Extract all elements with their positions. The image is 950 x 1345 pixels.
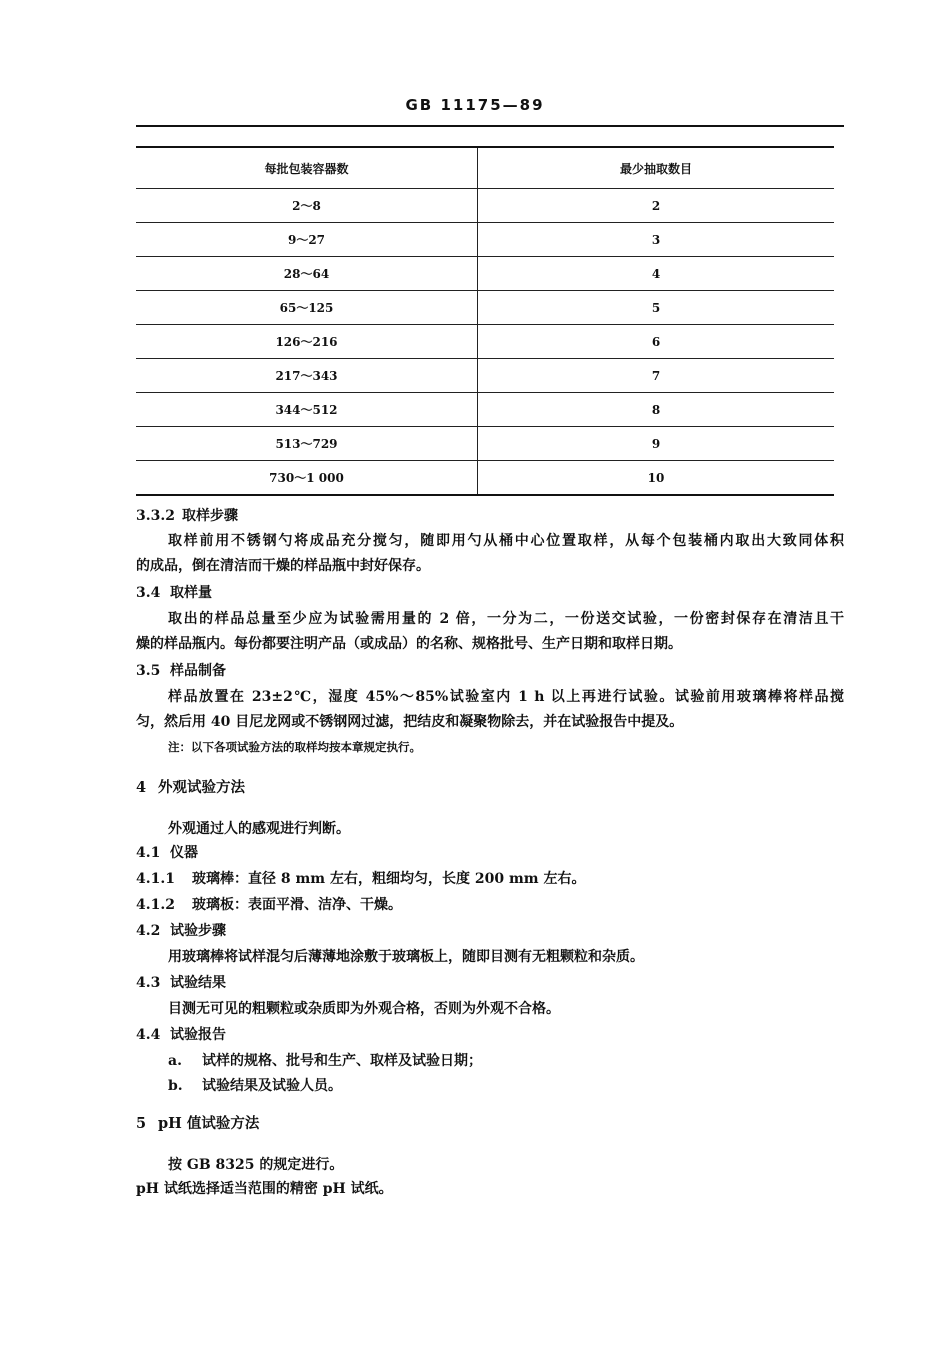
section-title: 试验结果 [170, 975, 226, 991]
table-cell-count: 6 [478, 325, 835, 359]
table-cell-range: 344～512 [136, 393, 478, 427]
paragraph-line: 目测无可见的粗颗粒或杂质即为外观合格，否则为外观不合格。 [168, 1001, 560, 1017]
table-cell-range: 730～1 000 [136, 461, 478, 496]
section-heading-3-4 [136, 582, 844, 602]
list-item [168, 1050, 844, 1070]
list-text: 试验结果及试验人员。 [202, 1078, 342, 1094]
section-heading-4-4 [136, 1024, 844, 1044]
paragraph-line: 外观通过人的感观进行判断。 [168, 821, 350, 837]
section-heading-3-3-2 [136, 505, 844, 525]
table-cell-range: 217～343 [136, 359, 478, 393]
section-number: 4.2 [136, 923, 161, 939]
table-cell-count: 5 [478, 291, 835, 325]
table-cell-range: 9～27 [136, 223, 478, 257]
list-label: b. [168, 1078, 183, 1094]
paragraph-line: 的成品，倒在清洁而干燥的样品瓶中封好保存。 [136, 558, 430, 574]
table-row [136, 461, 834, 496]
section-number: 3.5 [136, 663, 161, 679]
column-header-containers: 每批包装容器数 [136, 147, 478, 189]
section-title: 取样量 [170, 585, 212, 601]
section-number: 4.4 [136, 1027, 161, 1043]
section-text: 玻璃板：表面平滑、洁净、干燥。 [192, 897, 402, 913]
table-header-row [136, 147, 834, 189]
section-heading-4-2 [136, 920, 844, 940]
section-heading-4 [136, 776, 844, 797]
table-cell-range: 2～8 [136, 189, 478, 223]
table-row [136, 257, 834, 291]
table-row [136, 393, 834, 427]
table-row [136, 359, 834, 393]
list-text: 试样的规格、批号和生产、取样及试验日期； [202, 1053, 482, 1069]
section-number: 4.3 [136, 975, 161, 991]
table-cell-count: 9 [478, 427, 835, 461]
standard-number-header: GB 11175—89 [405, 96, 545, 114]
section-title: 仪器 [170, 845, 198, 861]
table-row [136, 223, 834, 257]
section-heading-3-5 [136, 660, 844, 680]
header-rule [136, 125, 844, 127]
list-label: a. [168, 1053, 182, 1069]
list-item [168, 1075, 844, 1095]
paragraph-line: 取出的样品总量至少应为试验需用量的 2 倍，一分为二，一份送交试验，一份密封保存在清洁且干 [168, 611, 844, 627]
section-number: 4.1 [136, 845, 161, 861]
table-cell-count: 10 [478, 461, 835, 496]
table-row [136, 325, 834, 359]
paragraph-line: 按 GB 8325 的规定进行。 [168, 1157, 344, 1173]
table-cell-range: 28～64 [136, 257, 478, 291]
section-heading-4-3 [136, 972, 844, 992]
paragraph-line: pH 试纸选择适当范围的精密 pH 试纸。 [136, 1181, 393, 1197]
section-title: 取样步骤 [182, 508, 238, 524]
sampling-table [136, 146, 834, 496]
table-cell-count: 8 [478, 393, 835, 427]
table-cell-count: 2 [478, 189, 835, 223]
section-number: 4.1.1 [136, 871, 175, 887]
table-cell-count: 4 [478, 257, 835, 291]
table-row [136, 189, 834, 223]
column-header-min-samples: 最少抽取数目 [478, 147, 835, 189]
paragraph-line: 燥的样品瓶内。每份都要注明产品（或成品）的名称、规格批号、生产日期和取样日期。 [136, 636, 682, 652]
section-title: 试验报告 [170, 1027, 226, 1043]
section-number: 4 [136, 779, 147, 796]
table-cell-count: 3 [478, 223, 835, 257]
section-text: 玻璃棒：直径 8 mm 左右，粗细均匀，长度 200 mm 左右。 [192, 871, 586, 887]
table-cell-range: 65～125 [136, 291, 478, 325]
section-title: 样品制备 [170, 663, 226, 679]
note-text: 注：以下各项试验方法的取样均按本章规定执行。 [168, 740, 421, 754]
table-row [136, 427, 834, 461]
paragraph-line: 样品放置在 23±2℃，湿度 45%～85%试验室内 1 h 以上再进行试验。试验前用玻璃棒将样品搅 [168, 689, 844, 705]
section-line-4-1-1 [136, 868, 844, 888]
table-row [136, 291, 834, 325]
section-title: 试验步骤 [170, 923, 226, 939]
paragraph-line: 用玻璃棒将试样混匀后薄薄地涂敷于玻璃板上，随即目测有无粗颗粒和杂质。 [168, 949, 644, 965]
table-cell-count: 7 [478, 359, 835, 393]
paragraph-line: 取样前用不锈钢勺将成品充分搅匀，随即用勺从桶中心位置取样，从每个包装桶内取出大致同体积 [168, 533, 844, 549]
table-cell-range: 126～216 [136, 325, 478, 359]
paragraph-line: 匀，然后用 40 目尼龙网或不锈钢网过滤，把结皮和凝聚物除去，并在试验报告中提及。 [136, 714, 684, 730]
section-heading-4-1 [136, 842, 844, 862]
section-number: 5 [136, 1115, 147, 1132]
table-cell-range: 513～729 [136, 427, 478, 461]
section-title: pH 值试验方法 [158, 1115, 260, 1132]
section-number: 3.4 [136, 585, 161, 601]
section-title: 外观试验方法 [158, 779, 245, 796]
section-heading-5 [136, 1112, 844, 1133]
section-line-4-1-2 [136, 894, 844, 914]
section-number: 4.1.2 [136, 897, 175, 913]
section-number: 3.3.2 [136, 508, 175, 524]
